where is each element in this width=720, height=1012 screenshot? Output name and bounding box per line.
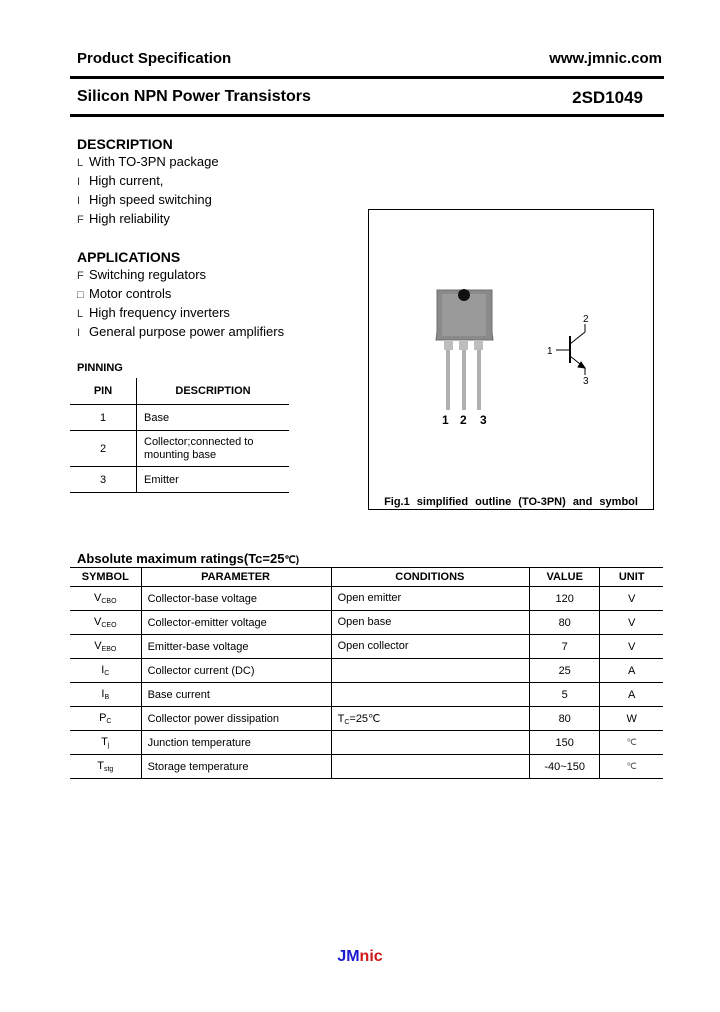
symbol-main: V bbox=[94, 592, 102, 604]
symbol-subscript: B bbox=[104, 694, 110, 701]
description-item: High reliability bbox=[89, 211, 170, 226]
symbol-cell bbox=[70, 683, 141, 707]
condition-text: Open emitter bbox=[337, 592, 402, 604]
doc-type-label: Product Specification bbox=[77, 50, 232, 67]
table-row bbox=[70, 635, 663, 659]
condition-text: Open collector bbox=[337, 640, 409, 652]
value-cell: 120 bbox=[530, 587, 600, 611]
list-item bbox=[77, 190, 219, 209]
value-cell: -40~150 bbox=[530, 755, 600, 779]
description-heading: DESCRIPTION bbox=[77, 136, 173, 152]
list-item bbox=[77, 171, 219, 190]
figure-canvas bbox=[369, 210, 653, 509]
application-item: General purpose power amplifiers bbox=[89, 324, 285, 339]
parameter-cell: Collector-emitter voltage bbox=[141, 611, 331, 635]
table-row bbox=[70, 755, 663, 779]
symbol-subscript: C bbox=[106, 718, 112, 725]
pin-description: Base bbox=[137, 405, 290, 431]
ratings-title: Absolute maximum ratings(Tc=25 bbox=[77, 551, 285, 566]
description-item: High speed switching bbox=[89, 192, 212, 207]
conditions-cell bbox=[331, 755, 529, 779]
symbol-subscript: j bbox=[107, 742, 110, 749]
table-row bbox=[70, 683, 663, 707]
pinning-table bbox=[70, 378, 289, 493]
symbol-cell bbox=[70, 731, 141, 755]
symbol-cell bbox=[70, 707, 141, 731]
condition-subscript: C bbox=[344, 718, 350, 726]
value-cell: 7 bbox=[530, 635, 600, 659]
description-item: With TO-3PN package bbox=[89, 154, 219, 169]
condition-text: T bbox=[337, 712, 345, 725]
table-row bbox=[70, 611, 663, 635]
bullet-glyph: I bbox=[77, 327, 81, 339]
conditions-cell bbox=[331, 587, 529, 611]
brand-part-2: nic bbox=[359, 948, 383, 965]
list-item bbox=[77, 303, 284, 322]
ratings-table bbox=[70, 567, 663, 779]
application-item: Motor controls bbox=[89, 286, 172, 301]
description-list bbox=[77, 152, 219, 228]
website-link[interactable]: www.jmnic.com bbox=[549, 50, 662, 67]
condition-text: Open base bbox=[337, 616, 392, 628]
table-row bbox=[70, 659, 663, 683]
symbol-subscript: C bbox=[104, 670, 110, 677]
table-row bbox=[70, 707, 663, 731]
ratings-title-suffix: ℃) bbox=[284, 555, 300, 566]
brand-logo bbox=[0, 948, 720, 966]
conditions-cell bbox=[331, 731, 529, 755]
unit-cell: A bbox=[600, 659, 663, 683]
symbol-main: T bbox=[101, 736, 108, 748]
unit-cell: V bbox=[600, 587, 663, 611]
applications-heading: APPLICATIONS bbox=[77, 249, 181, 265]
npn-transistor-symbol-icon bbox=[556, 324, 585, 375]
pin-number: 2 bbox=[70, 431, 137, 467]
unit-cell: V bbox=[600, 611, 663, 635]
description-column-header: DESCRIPTION bbox=[137, 378, 290, 405]
pin-number: 1 bbox=[70, 405, 137, 431]
header-divider bbox=[70, 76, 664, 79]
symbol-main: T bbox=[97, 760, 104, 772]
value-column-header: VALUE bbox=[530, 568, 600, 587]
symbol-cell bbox=[70, 587, 141, 611]
figure-caption: Fig.1 simplified outline (TO-3PN) and symbol bbox=[384, 496, 638, 508]
symbol-base-label: 1 bbox=[547, 346, 553, 357]
symbol-subscript: EBO bbox=[101, 646, 117, 653]
bullet-glyph: F bbox=[77, 270, 84, 282]
symbol-cell bbox=[70, 659, 141, 683]
bullet-glyph: F bbox=[77, 214, 84, 226]
part-number: 2SD1049 bbox=[572, 88, 643, 107]
list-item bbox=[77, 284, 284, 303]
brand-part-1: JM bbox=[337, 948, 360, 965]
package-outline-image bbox=[436, 289, 493, 410]
pin-number: 3 bbox=[70, 467, 137, 493]
bullet-glyph: L bbox=[77, 308, 84, 320]
parameter-cell: Junction temperature bbox=[141, 731, 331, 755]
bullet-glyph: L bbox=[77, 157, 84, 169]
product-category-title: Silicon NPN Power Transistors bbox=[77, 88, 311, 105]
bullet-glyph: □ bbox=[77, 289, 84, 301]
description-item: High current, bbox=[89, 173, 164, 188]
application-item: Switching regulators bbox=[89, 267, 207, 282]
conditions-cell bbox=[331, 611, 529, 635]
parameter-cell: Collector current (DC) bbox=[141, 659, 331, 683]
table-row bbox=[70, 405, 289, 431]
symbol-column-header: SYMBOL bbox=[70, 568, 141, 587]
parameter-cell: Collector power dissipation bbox=[141, 707, 331, 731]
application-item: High frequency inverters bbox=[89, 305, 230, 320]
unit-cell: V bbox=[600, 635, 663, 659]
package-pin-label: 2 bbox=[460, 413, 467, 427]
table-row bbox=[70, 587, 663, 611]
pin-column-header: PIN bbox=[70, 378, 137, 405]
conditions-cell bbox=[331, 683, 529, 707]
symbol-cell bbox=[70, 635, 141, 659]
table-row bbox=[70, 467, 289, 493]
package-pin-label: 1 bbox=[442, 413, 449, 427]
figure-box bbox=[368, 209, 654, 510]
parameter-cell: Collector-base voltage bbox=[141, 587, 331, 611]
symbol-main: V bbox=[94, 616, 102, 628]
symbol-main: P bbox=[99, 712, 107, 724]
symbol-main: I bbox=[101, 688, 105, 700]
package-pin-label: 3 bbox=[480, 413, 487, 427]
table-row bbox=[70, 731, 663, 755]
table-row bbox=[70, 431, 289, 467]
unit-cell: W bbox=[600, 707, 663, 731]
list-item bbox=[77, 322, 284, 341]
parameter-cell: Storage temperature bbox=[141, 755, 331, 779]
value-cell: 80 bbox=[530, 707, 600, 731]
ratings-heading bbox=[77, 551, 299, 566]
value-cell: 25 bbox=[530, 659, 600, 683]
unit-cell: A bbox=[600, 683, 663, 707]
parameter-cell: Base current bbox=[141, 683, 331, 707]
conditions-cell bbox=[331, 707, 529, 731]
pinning-heading: PINNING bbox=[77, 362, 123, 374]
conditions-cell bbox=[331, 659, 529, 683]
symbol-collector-label: 2 bbox=[583, 314, 589, 325]
pin-description: Collector;connected to mounting base bbox=[137, 431, 290, 467]
pin-description: Emitter bbox=[137, 467, 290, 493]
title-divider bbox=[70, 114, 664, 117]
symbol-subscript: CBO bbox=[101, 598, 117, 605]
bullet-glyph: I bbox=[77, 195, 81, 207]
conditions-cell bbox=[331, 635, 529, 659]
symbol-subscript: stg bbox=[103, 766, 114, 773]
parameter-column-header: PARAMETER bbox=[141, 568, 331, 587]
conditions-column-header: CONDITIONS bbox=[331, 568, 529, 587]
symbol-subscript: CEO bbox=[101, 622, 117, 629]
list-item bbox=[77, 152, 219, 171]
value-cell: 80 bbox=[530, 611, 600, 635]
value-cell: 150 bbox=[530, 731, 600, 755]
list-item bbox=[77, 209, 219, 228]
condition-tail: =25℃ bbox=[349, 712, 381, 725]
symbol-cell bbox=[70, 611, 141, 635]
unit-column-header: UNIT bbox=[600, 568, 663, 587]
symbol-emitter-label: 3 bbox=[583, 376, 589, 387]
list-item bbox=[77, 265, 284, 284]
unit-cell: ℃ bbox=[600, 755, 663, 779]
value-cell: 5 bbox=[530, 683, 600, 707]
bullet-glyph: I bbox=[77, 176, 81, 188]
symbol-cell bbox=[70, 755, 141, 779]
parameter-cell: Emitter-base voltage bbox=[141, 635, 331, 659]
symbol-main: V bbox=[94, 640, 102, 652]
unit-cell: ℃ bbox=[600, 731, 663, 755]
symbol-main: I bbox=[101, 664, 105, 676]
applications-list bbox=[77, 265, 284, 341]
